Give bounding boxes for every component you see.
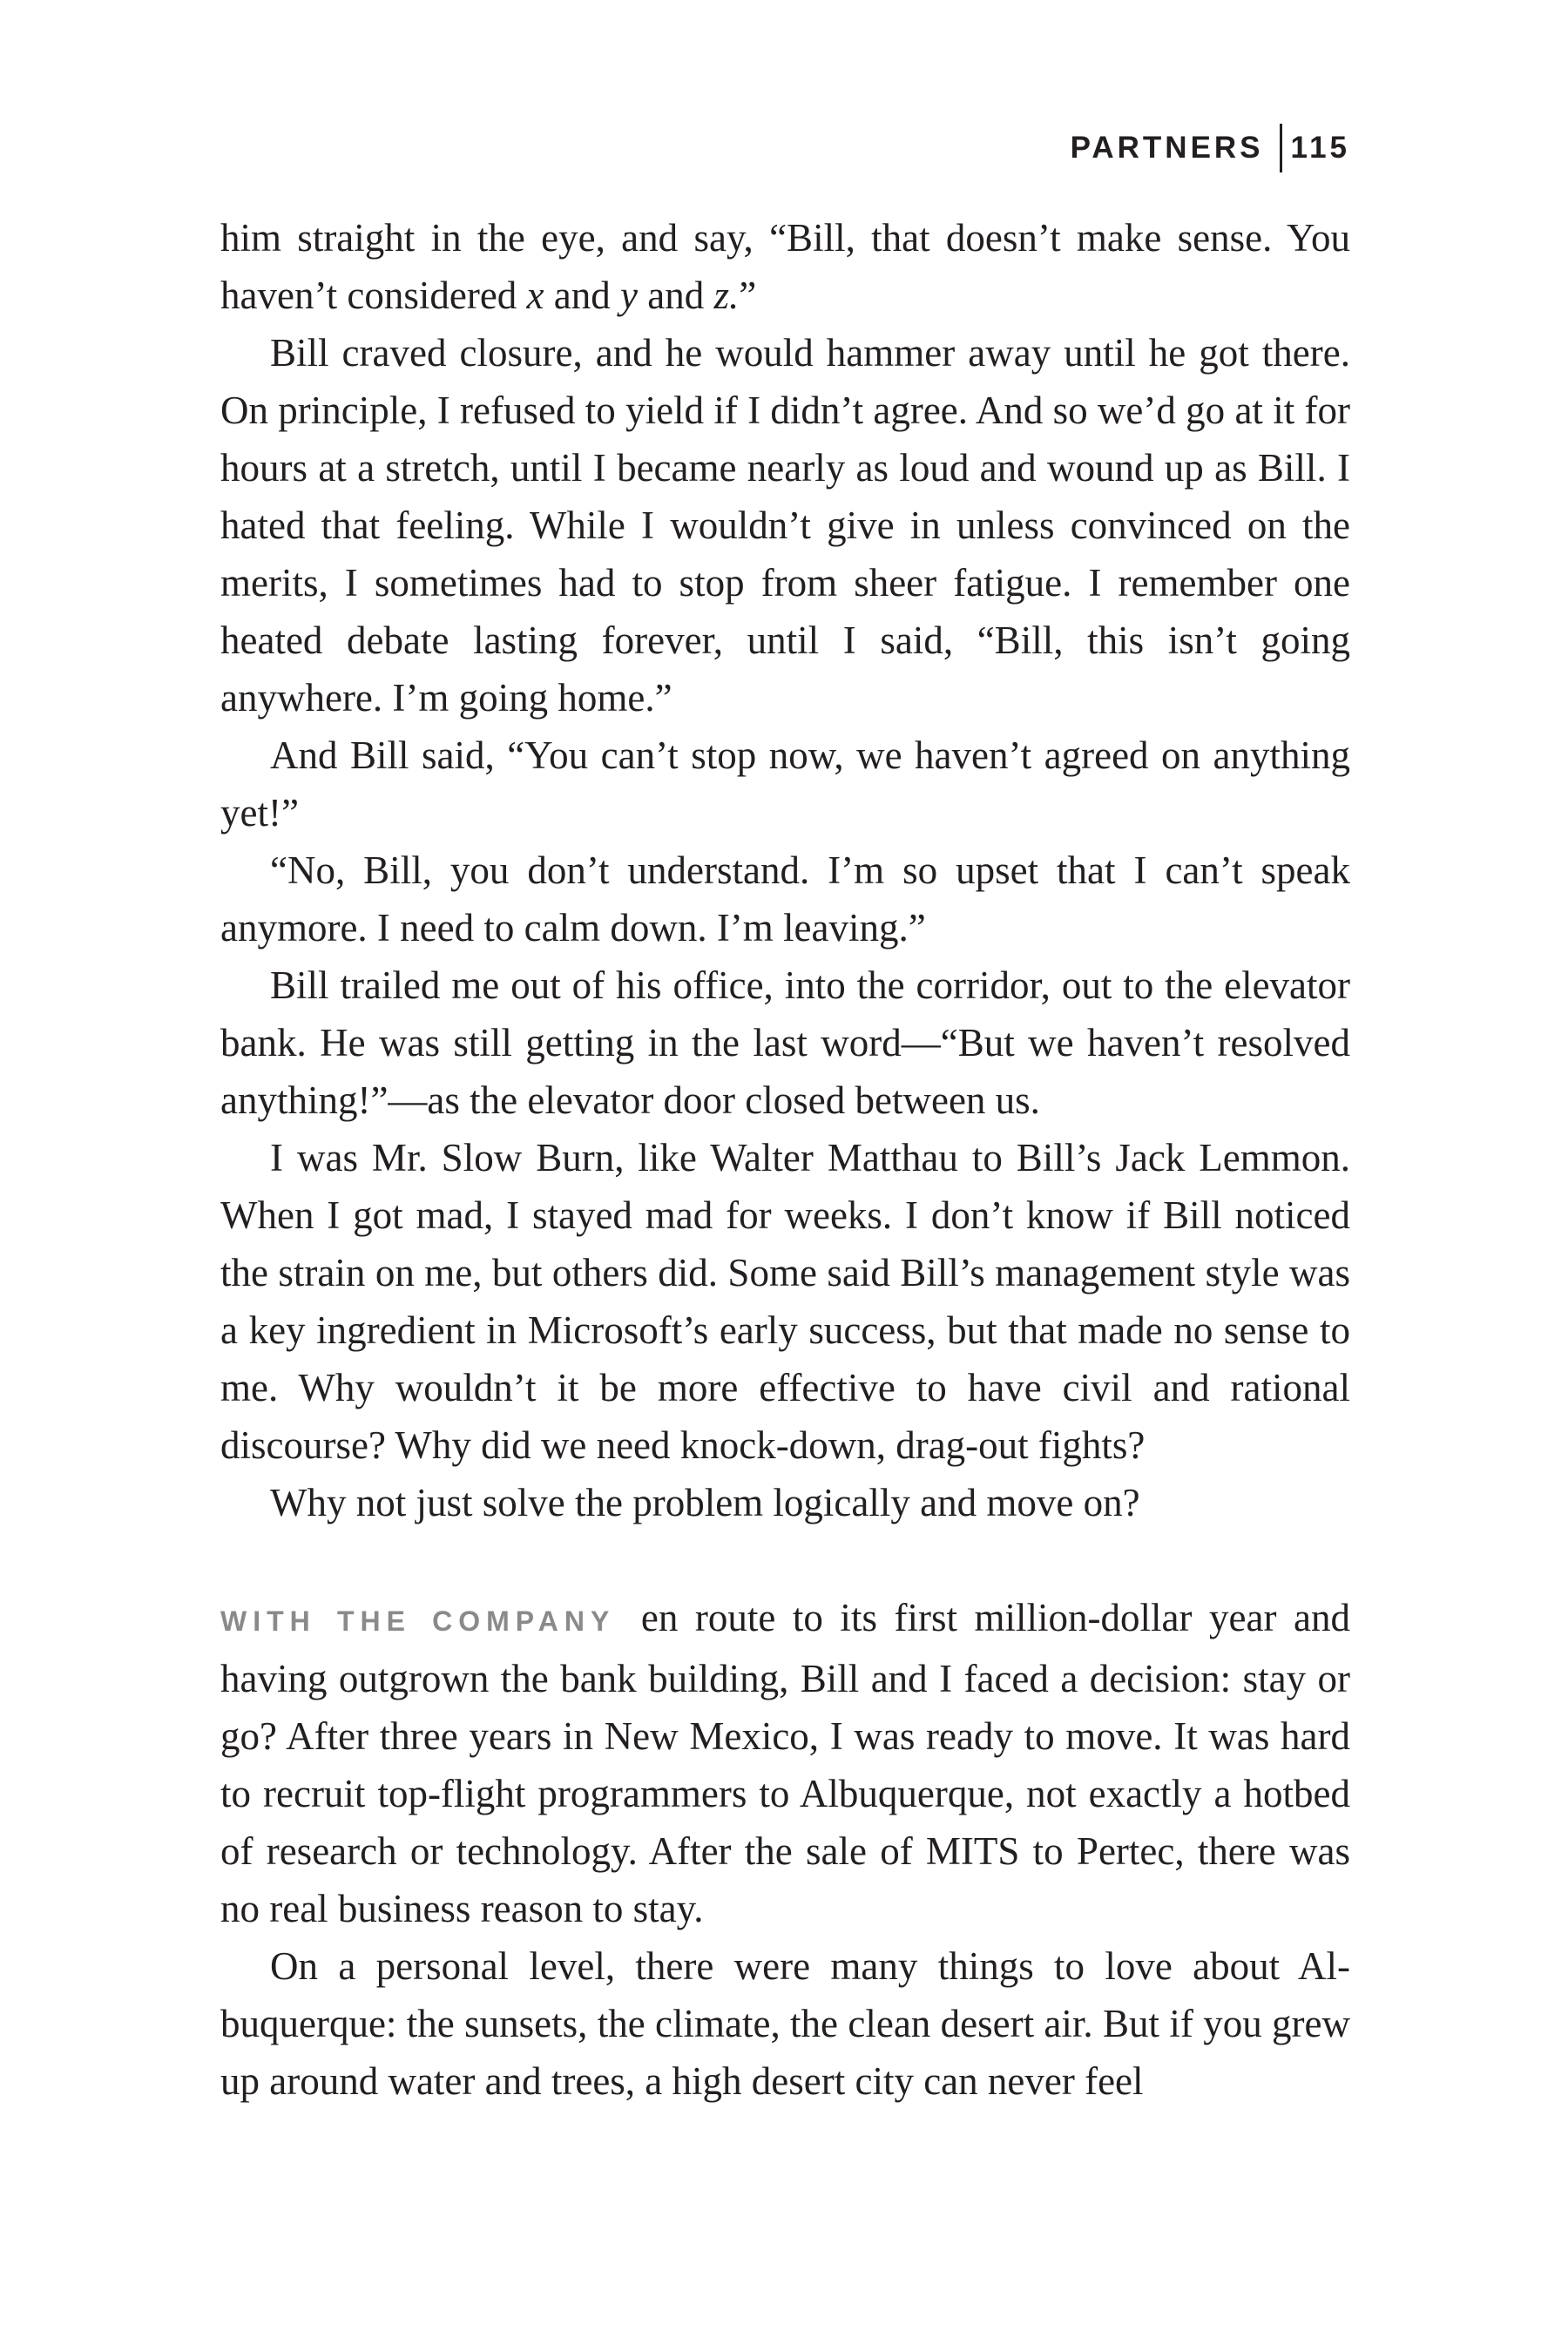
paragraph: Bill trailed me out of his office, into the corridor, out to the elevator bank. He was still getting in the last word—“But we haven’t resolved anything!”—as the elevator door closed between us. (220, 963, 1350, 1122)
paragraph: And Bill said, “You can’t stop now, we haven’t agreed on anything yet!” (220, 733, 1350, 835)
paragraph: Bill craved closure, and he would hammer away until he got there. On principle, I refused to yield if I didn’t agree. And so we’d go at it for hours at a stretch, until I became nearly as loud and wound up as Bill. I hated that feeling. While I wouldn’t give in unless convinced on the merits, I sometimes had to stop from sheer fatigue. I remember one heated debate lasting forever, until I said, “Bill, this isn’t going anywhere. I’m going home.” (220, 331, 1350, 720)
paragraph-continued: him straight in the eye, and say, “Bill, that doesn’t make sense. You haven’t considered x and y and z.” (220, 216, 1350, 317)
paragraph: “No, Bill, you don’t understand. I’m so upset that I can’t speak anymore. I need to calm down. I’m leaving.” (220, 848, 1350, 950)
running-head (1071, 124, 1350, 172)
section-opening-paragraph: WITH THE COMPANY en route to its first million-dollar year and having outgrown the bank building, Bill and I faced a decision: stay or go? After three years in New Mexico, I was ready to move. It was hard to recruit top-flight programmers to Albuquerque, not exactly a hotbed of research or technology. After the sale of MITS to Pertec, there was no real business reason to stay. (220, 1596, 1350, 1930)
paragraph: Why not just solve the problem logically and move on? (270, 1481, 1140, 1524)
variable-y: y (620, 274, 638, 317)
section-lead-in: WITH THE COMPANY (220, 1605, 616, 1637)
section-title: PARTNERS (1070, 131, 1264, 165)
header-divider (1280, 124, 1282, 172)
paragraph: On a personal level, there were many things to love about Albuquerque: the sunsets, the climate, the clean desert air. But if you grew up around water and trees, a high desert city can never feel (220, 1944, 1350, 2103)
paragraph: I was Mr. Slow Burn, like Walter Matthau to Bill’s Jack Lemmon. When I got mad, I stayed mad for weeks. I don’t know if Bill noticed the strain on me, but others did. Some said Bill’s management style was a key ingredient in Microsoft’s early success, but that made no sense to me. Why wouldn’t it be more effective to have civil and rational discourse? Why did we need knock-down, drag-out fights? (220, 1136, 1350, 1467)
variable-z: z. (713, 274, 740, 317)
variable-x: x (526, 274, 544, 317)
body-text (220, 209, 1350, 2110)
page-number: 115 (1290, 131, 1350, 165)
